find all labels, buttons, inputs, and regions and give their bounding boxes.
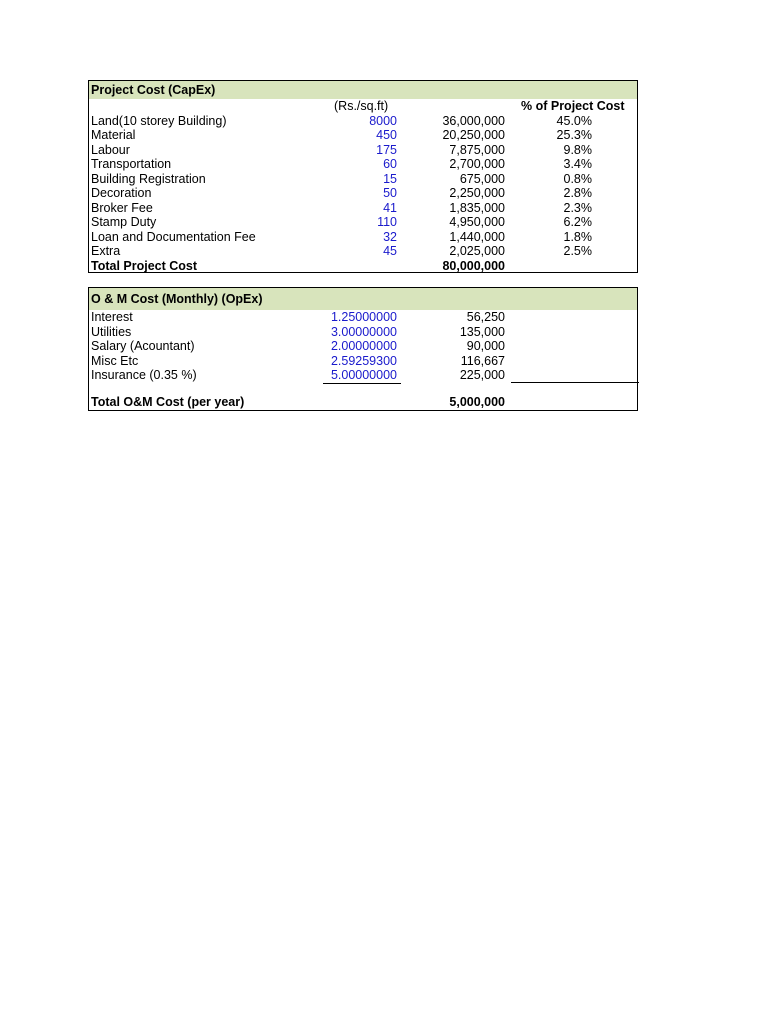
capex-row-pct: 2.5%: [563, 244, 592, 258]
opex-row-label: Insurance (0.35 %): [91, 368, 197, 382]
capex-row-rate: 50: [383, 186, 397, 200]
capex-row-label: Transportation: [91, 157, 172, 171]
opex-row-amount: 135,000: [459, 324, 505, 339]
capex-row: [89, 114, 637, 129]
capex-row-pct: 2.3%: [563, 200, 592, 215]
capex-row-amount: 675,000: [459, 171, 505, 186]
capex-row-amount: 2,250,000: [449, 186, 505, 200]
capex-row-pct: 2.8%: [563, 186, 592, 200]
capex-row-label: Labour: [91, 142, 130, 157]
capex-row-rate: 450: [376, 128, 397, 142]
capex-row-label: Material: [91, 128, 136, 142]
opex-table: [88, 287, 638, 411]
capex-row-amount: 1,440,000: [449, 229, 505, 244]
capex-row-rate: 60: [383, 157, 397, 171]
capex-row: [89, 143, 637, 158]
capex-row: [89, 215, 637, 230]
capex-row-amount: 1,835,000: [449, 200, 505, 215]
capex-row-pct: 1.8%: [563, 229, 592, 244]
capex-row-rate: 15: [383, 171, 397, 186]
opex-total-label: Total O&M Cost (per year): [91, 395, 245, 409]
capex-row: [89, 244, 637, 259]
opex-row-label: Misc Etc: [91, 353, 139, 368]
capex-row-pct: 9.8%: [563, 142, 592, 157]
capex-row-pct: 6.2%: [563, 215, 592, 229]
opex-row-label: Utilities: [91, 324, 132, 339]
capex-row-label: Broker Fee: [91, 200, 153, 215]
capex-total-row: [89, 259, 637, 274]
capex-row: [89, 172, 637, 187]
capex-row-rate: 175: [376, 142, 397, 157]
capex-row-amount: 4,950,000: [449, 215, 505, 229]
capex-total-label: Total Project Cost: [91, 258, 198, 273]
capex-total-amount: 80,000,000: [442, 258, 505, 273]
opex-row: [89, 310, 637, 325]
capex-row-rate: 110: [377, 215, 397, 229]
capex-row-label: Land(10 storey Building): [91, 113, 227, 128]
opex-row-amount: 116,667: [460, 353, 505, 368]
capex-row-amount: 36,000,000: [442, 113, 505, 128]
capex-row-label: Building Registration: [91, 171, 206, 186]
capex-row-pct: 0.8%: [563, 171, 592, 186]
opex-row-rate: 2.59259300: [330, 353, 397, 368]
opex-row-rate: 5.00000000: [330, 368, 397, 382]
capex-row-pct: 25.3%: [556, 128, 592, 142]
opex-total-underline: [323, 383, 401, 384]
opex-total-row: [89, 395, 637, 410]
opex-total-amount: 5,000,000: [449, 395, 505, 409]
capex-row-amount: 2,700,000: [449, 157, 505, 171]
capex-column-header-row: [89, 99, 637, 114]
capex-table: [88, 80, 638, 273]
pct-header: % of Project Cost: [521, 99, 625, 113]
capex-row: [89, 201, 637, 216]
capex-row-amount: 2,025,000: [449, 244, 505, 258]
capex-rows: [89, 114, 637, 259]
opex-rows: [89, 310, 637, 383]
opex-row-label: Interest: [91, 310, 133, 324]
opex-row-label: Salary (Acountant): [91, 339, 195, 353]
capex-row: [89, 186, 637, 201]
capex-row-label: Extra: [91, 244, 121, 258]
opex-row: [89, 339, 637, 354]
capex-row: [89, 128, 637, 143]
capex-row-label: Decoration: [91, 186, 152, 200]
capex-title: Project Cost (CapEx): [89, 81, 637, 99]
opex-row: [89, 354, 637, 369]
capex-row-amount: 7,875,000: [449, 142, 505, 157]
opex-row-rate: 3.00000000: [330, 324, 397, 339]
capex-row-label: Stamp Duty: [91, 215, 157, 229]
opex-row-amount: 56,250: [466, 310, 505, 324]
opex-row-rate: 2.00000000: [330, 339, 397, 353]
opex-title: O & M Cost (Monthly) (OpEx): [89, 288, 637, 310]
capex-row: [89, 157, 637, 172]
capex-row-rate: 45: [383, 244, 397, 258]
capex-row-pct: 45.0%: [556, 113, 592, 128]
capex-row-rate: 41: [383, 200, 397, 215]
opex-row-amount: 225,000: [459, 368, 505, 382]
opex-row-amount: 90,000: [466, 339, 505, 353]
capex-row-label: Loan and Documentation Fee: [91, 229, 256, 244]
capex-row-rate: 8000: [369, 113, 397, 128]
opex-row: [89, 368, 637, 383]
opex-row: [89, 325, 637, 340]
units-header: (Rs./sq.ft): [334, 99, 389, 113]
capex-row: [89, 230, 637, 245]
capex-row-amount: 20,250,000: [442, 128, 505, 142]
opex-row-rate: 1.25000000: [330, 310, 397, 324]
capex-row-rate: 32: [383, 229, 397, 244]
opex-pct-rule: [511, 382, 639, 383]
capex-row-pct: 3.4%: [563, 157, 592, 171]
